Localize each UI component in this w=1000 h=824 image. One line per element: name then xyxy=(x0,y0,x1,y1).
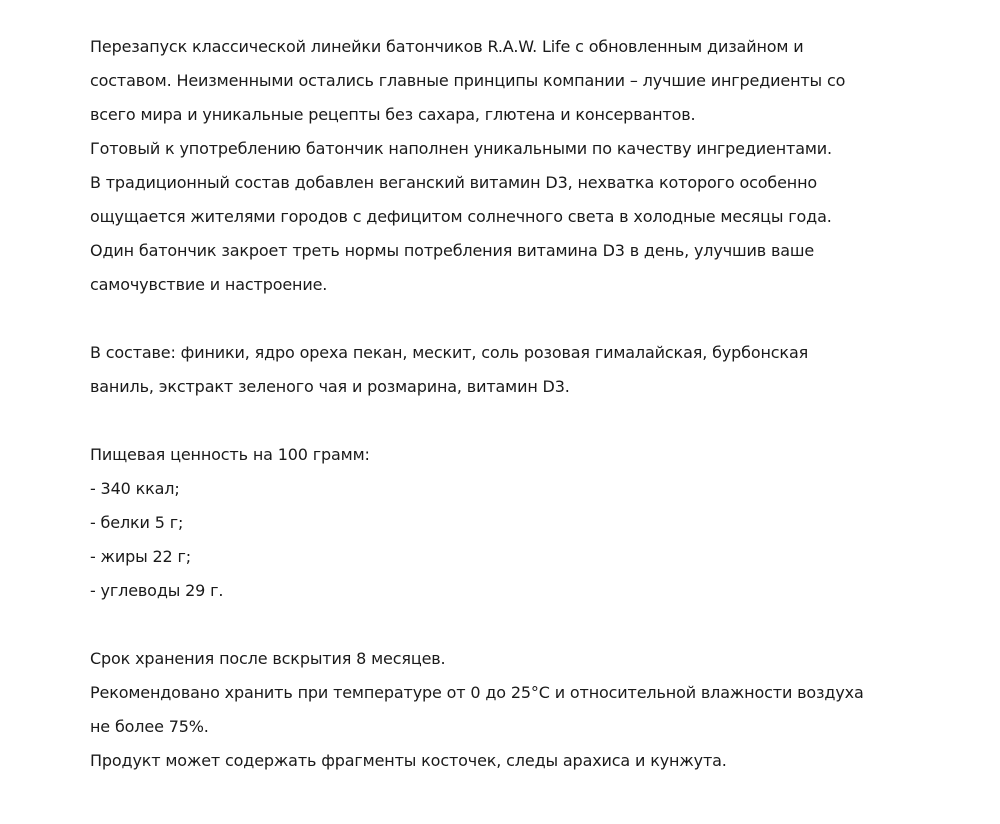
text-line: не более 75%. xyxy=(90,717,209,736)
text-line: Рекомендовано хранить при температуре от 0 до 25°С и относительной влажности воздуха xyxy=(90,683,864,702)
text-line: ваниль, экстракт зеленого чая и розмарина, витамин D3. xyxy=(90,377,570,396)
nutrition-section xyxy=(90,438,990,608)
text-line: самочувствие и настроение. xyxy=(90,275,328,294)
text-line: Перезапуск классической линейки батончиков R.A.W. Life с обновленным дизайном и xyxy=(90,37,804,56)
text-line: Готовый к употреблению батончик наполнен уникальными по качеству ингредиентами. xyxy=(90,139,832,158)
paragraph-gap xyxy=(90,608,990,642)
composition-paragraph xyxy=(90,336,990,404)
nutrition-heading: Пищевая ценность на 100 грамм: xyxy=(90,445,370,464)
text-line: Один батончик закроет треть нормы потребления витамина D3 в день, улучшив ваше xyxy=(90,241,815,260)
text-line: Продукт может содержать фрагменты косточек, следы арахиса и кунжута. xyxy=(90,751,727,770)
paragraph-gap xyxy=(90,404,990,438)
paragraph-gap xyxy=(90,302,990,336)
text-line: В составе: финики, ядро ореха пекан, мескит, соль розовая гималайская, бурбонская xyxy=(90,343,809,362)
text-line: всего мира и уникальные рецепты без сахара, глютена и консервантов. xyxy=(90,105,696,124)
nutrition-item: - белки 5 г; xyxy=(90,513,184,532)
text-line: ощущается жителями городов с дефицитом солнечного света в холодные месяцы года. xyxy=(90,207,832,226)
text-line: Срок хранения после вскрытия 8 месяцев. xyxy=(90,649,446,668)
nutrition-item: - жиры 22 г; xyxy=(90,547,191,566)
product-description xyxy=(90,30,990,778)
nutrition-item: - углеводы 29 г. xyxy=(90,581,224,600)
storage-paragraph xyxy=(90,642,990,778)
description-paragraph xyxy=(90,30,990,302)
text-line: В традиционный состав добавлен веганский витамин D3, нехватка которого особенно xyxy=(90,173,818,192)
text-line: составом. Неизменными остались главные принципы компании – лучшие ингредиенты со xyxy=(90,71,846,90)
nutrition-item: - 340 ккал; xyxy=(90,479,180,498)
